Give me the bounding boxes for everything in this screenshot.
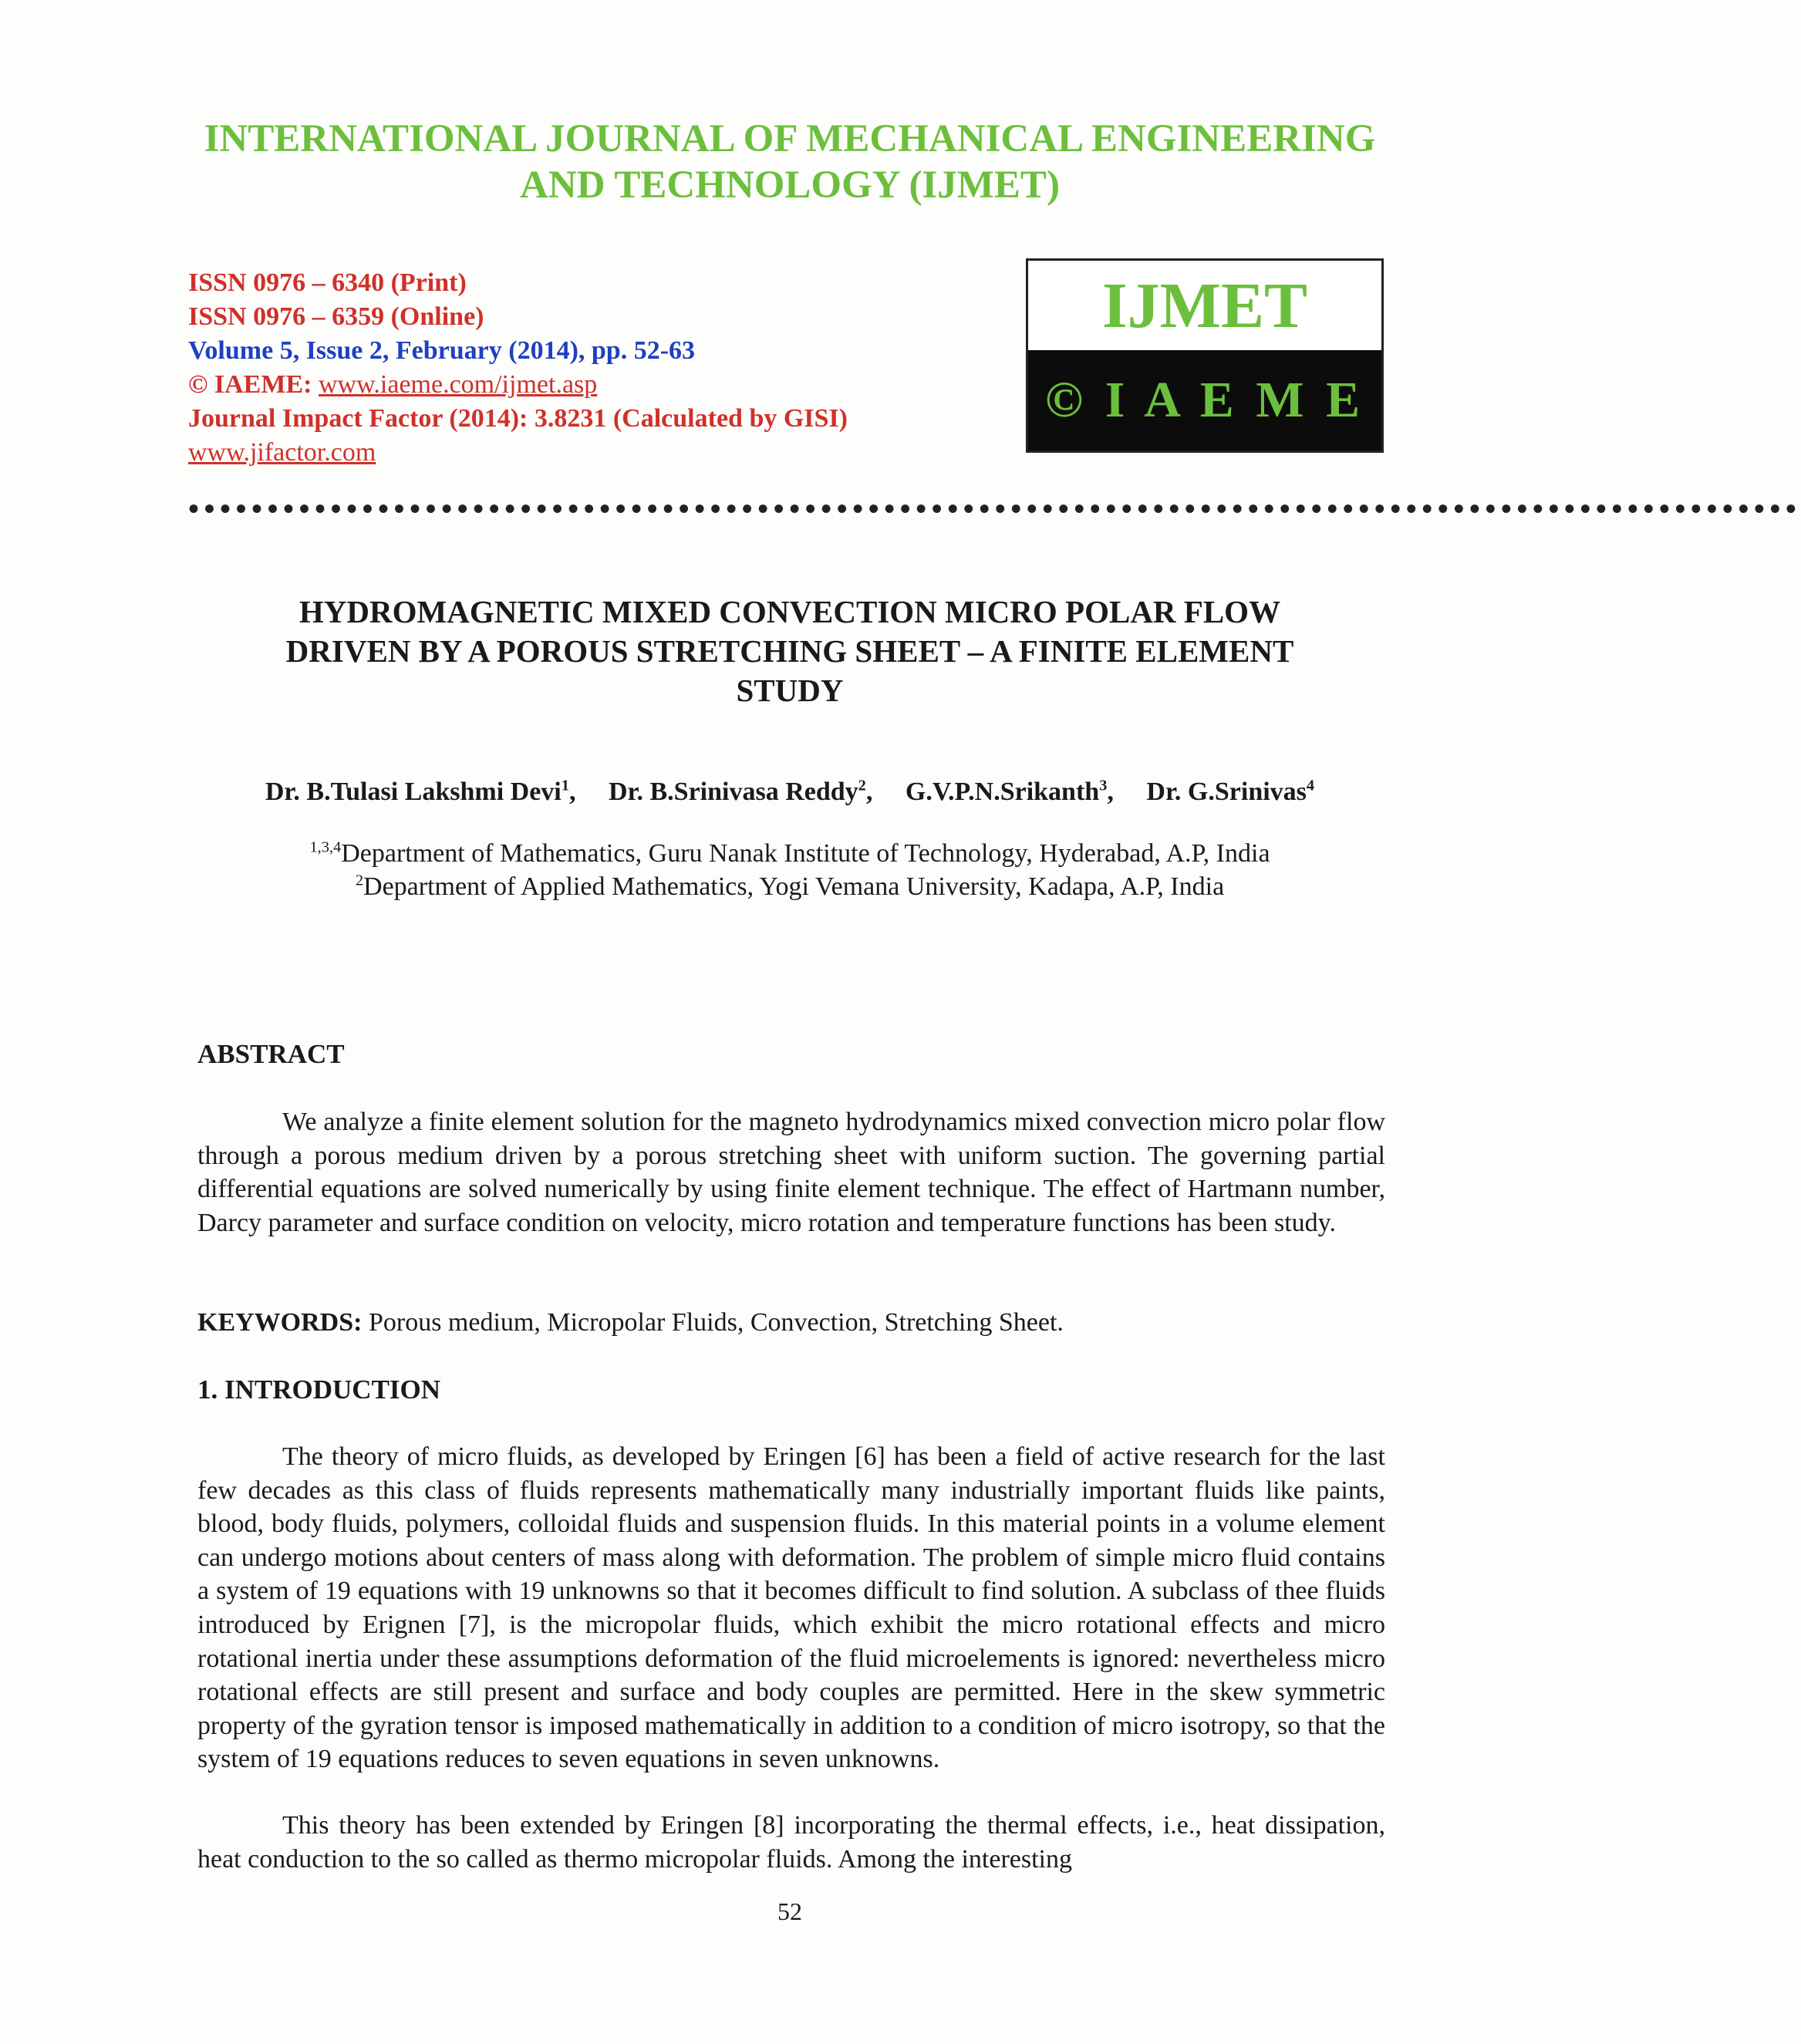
abstract-text: We analyze a finite element solution for the magneto hydrodynamics mixed convection micro polar flow through a porous medium driven by a porous stretching sheet with uniform suction. The governing partial differential equations are solved numerically by using finite element technique. The effect of Hartmann number, Darcy parameter and surface condition on velocity, micro rotation and temperature functions has been study. [197,1108,1385,1237]
author-name: Dr. B.Tulasi Lakshmi Devi [265,777,562,806]
iaeme-line [188,368,848,402]
paper-title-line3: STUDY [736,673,844,708]
author-list: Dr. B.Tulasi Lakshmi Devi$^1$, Dr. B.Srinivasa Reddy$^2$, G.V.P.N.Srikanth$^3$, Dr. G.Srinivas$^4$ [265,777,1315,806]
affiliation-text: Department of Mathematics, Guru Nanak Institute of Technology, Hyderabad, A.P, India [341,839,1270,868]
issn-print: ISSN 0976 – 6340 (Print) [188,268,467,297]
logo-ijmet-text: IJMET [1101,270,1308,342]
introduction-paragraph-1: The theory of micro fluids, as developed by Eringen [6] has been a field of active research for the last few decades as this class of fluids represents mathematically many industrially important fluids like paints, blood, body fluids, polymers, colloidal fluids and suspension fluids. In this material points in a volume element can undergo motions about centers of mass along with deformation. The problem of simple micro fluid contains a system of 19 equations with 19 unknowns so that it becomes difficult to find solution. A subclass of thee fluids introduced by Erignen [7], is the micropolar fluids, which exhibit the micro rotational effects and micro rotational inertia under these assumptions deformation of the fluid microelements is ignored: nevertheless micro rotational effects are still present and surface and body couples are permitted. Here in the skew symmetric property of the gyration tensor is imposed mathematically in addition to a condition of micro isotropy, so that the system of 19 equations reduces to seven equations in seven unknowns. [197,1442,1385,1774]
iaeme-label: © IAEME: [188,370,319,399]
affiliation-2 [0,870,1580,904]
jifactor-link[interactable]: www.jifactor.com [188,438,376,467]
volume-info: Volume 5, Issue 2, February (2014), pp. 52-63 [188,336,696,365]
affiliation-text: Department of Applied Mathematics, Yogi Vemana University, Kadapa, A.P, India [363,872,1225,901]
journal-title [0,116,1580,208]
affiliation-1 [0,837,1580,871]
dotted-separator: •••••••••••••••••••••••••••••••••••••••••••••••••••••••••••••••••••••••••••••••••••••••••••••••••••••• [188,491,1801,526]
issn-online: ISSN 0976 – 6359 (Online) [188,302,484,331]
paper-title-line2: DRIVEN BY A POROUS STRETCHING SHEET – A FINITE ELEMENT [285,633,1294,669]
impact-factor: Journal Impact Factor (2014): 3.8231 (Calculated by GISI) [188,404,848,433]
author-sup: 1 [561,777,569,794]
paper-title [188,592,1391,710]
affiliation-sup: 2 [355,872,364,889]
author-sup: 4 [1306,777,1315,794]
introduction-heading: 1. INTRODUCTION [197,1374,441,1405]
page-number: 52 [777,1897,802,1925]
author-name: Dr. G.Srinivas [1146,777,1307,806]
journal-title-line1: INTERNATIONAL JOURNAL OF MECHANICAL ENGINEERING [204,117,1376,160]
keywords-label: KEYWORDS: [197,1308,363,1337]
publication-meta [188,266,848,470]
logo-iaeme-text: © I A E M E [1028,350,1381,450]
journal-title-line2: AND TECHNOLOGY (IJMET) [520,164,1060,207]
iaeme-link[interactable]: www.iaeme.com/ijmet.asp [318,370,598,399]
author-sup: 2 [858,777,866,794]
ijmet-logo [1026,258,1384,453]
author-sup: 3 [1099,777,1108,794]
keywords-text: Porous medium, Micropolar Fluids, Convection, Stretching Sheet. [362,1308,1064,1337]
keywords [197,1306,1385,1340]
paper-title-line1: HYDROMAGNETIC MIXED CONVECTION MICRO POLAR FLOW [298,594,1281,629]
affiliation-sup: 1,3,4 [309,838,342,856]
author-name: Dr. B.Srinivasa Reddy [608,777,858,806]
introduction-paragraph-2: This theory has been extended by Eringen [8] incorporating the thermal effects, i.e., heat dissipation, heat conduction to the so called as thermo micropolar fluids. Among the interesting [197,1811,1385,1874]
abstract-heading: ABSTRACT [197,1039,345,1069]
author-name: G.V.P.N.Srikanth [905,777,1100,806]
